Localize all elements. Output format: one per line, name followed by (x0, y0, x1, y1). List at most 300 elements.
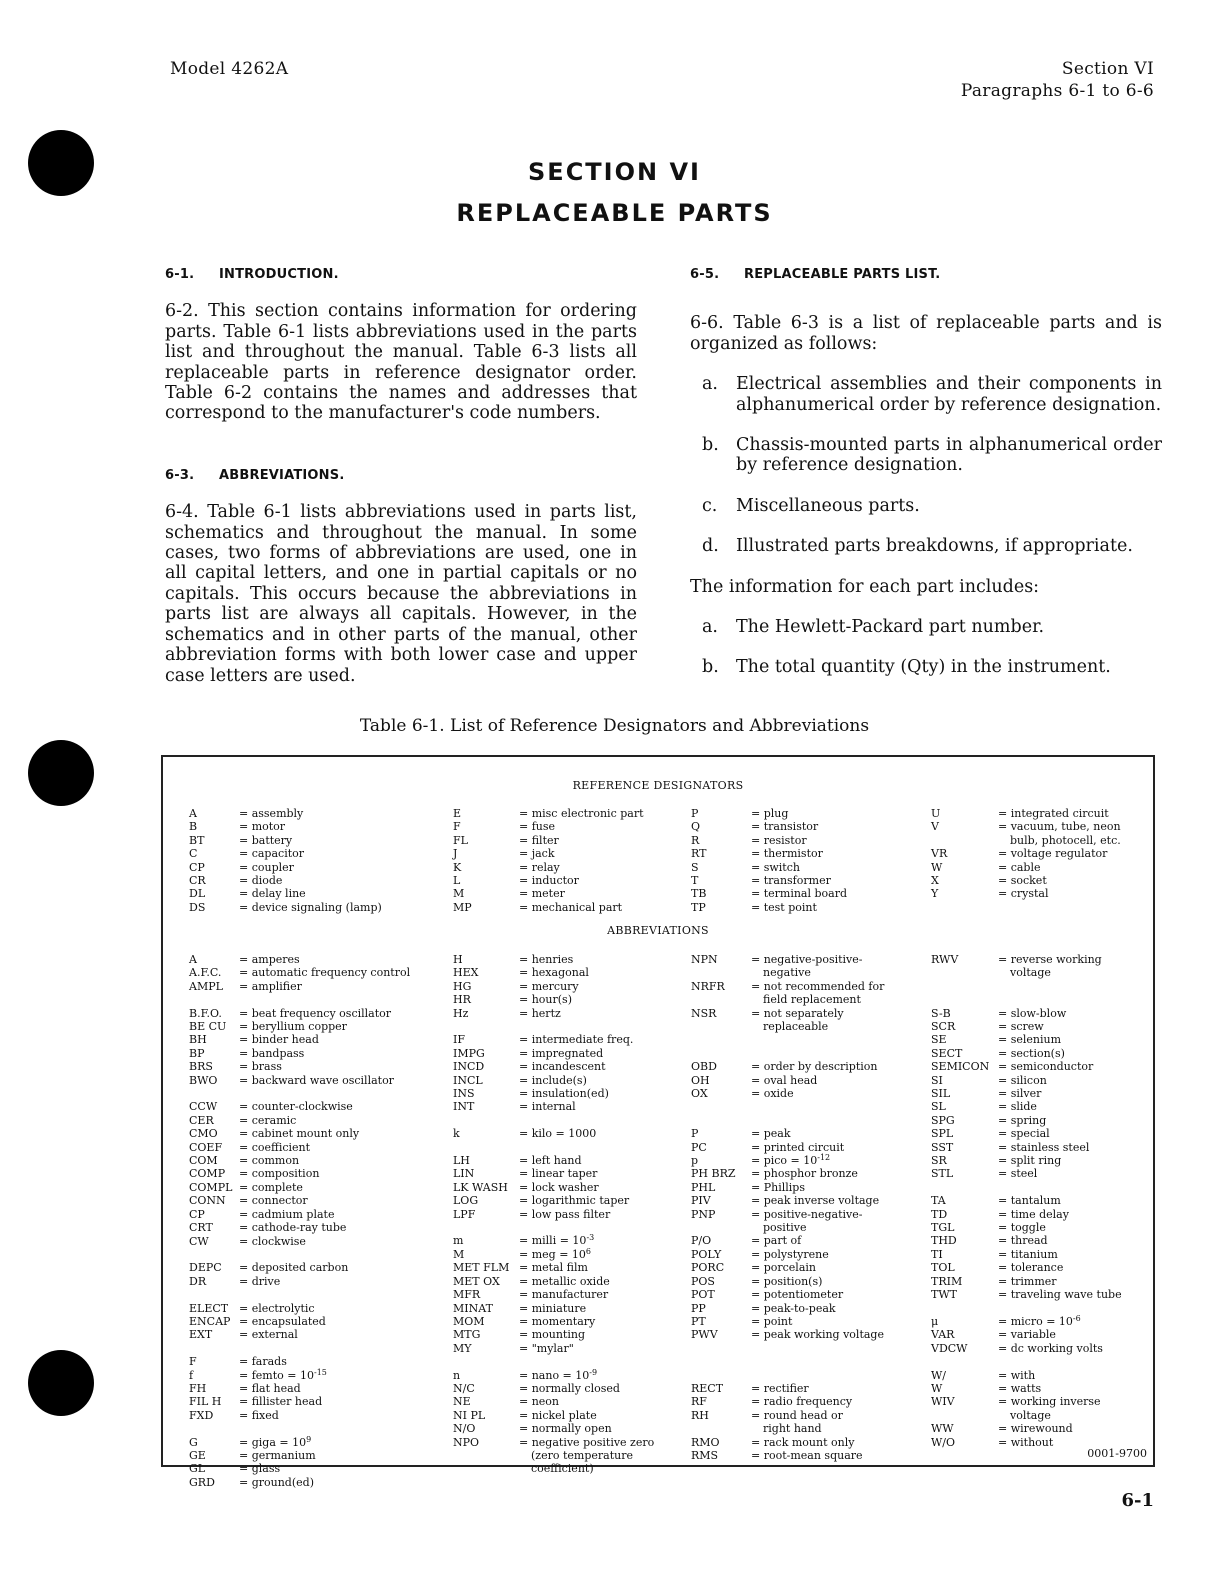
abbreviation-meaning: = connector (239, 1194, 308, 1208)
abbreviation-row (691, 1194, 884, 1207)
abbreviation-row (453, 966, 654, 979)
abbreviation-row (691, 1261, 884, 1274)
designator-meaning: = plug (751, 807, 789, 820)
designator-row (691, 847, 847, 860)
abbreviation-meaning: = binder head (239, 1033, 319, 1047)
abbreviation-row (931, 1422, 1122, 1435)
abbreviation-row (931, 1033, 1122, 1046)
abbreviation-row (189, 1114, 410, 1127)
abbreviation-meaning: = milli = $10^{-3}$ (519, 1233, 595, 1248)
abbreviation-row (189, 953, 410, 966)
abbreviation-row (931, 1100, 1122, 1113)
abbreviation-row (189, 1436, 410, 1449)
abbreviation-meaning: negative (763, 966, 811, 980)
abbreviation-code: VDCW (931, 1341, 968, 1355)
abbreviation-code: NE (453, 1395, 471, 1409)
abbreviation-meaning: = fixed (239, 1408, 279, 1422)
abbreviation-row (931, 1154, 1122, 1167)
abbreviation-meaning: = silver (998, 1087, 1042, 1101)
designator-row (691, 874, 847, 887)
abbreviation-code: FXD (189, 1408, 214, 1422)
abbreviation-row (691, 1302, 884, 1315)
abbreviation-code: MTG (453, 1328, 481, 1342)
abbreviation-code: Hz (453, 1006, 469, 1020)
abbr-number: 6-3. (165, 467, 195, 483)
abbreviation-meaning: = miniature (519, 1301, 587, 1315)
abbreviation-row (189, 1221, 410, 1234)
abbreviation-row (189, 1154, 410, 1167)
info-list (690, 617, 1162, 678)
abbreviation-code: NPN (691, 953, 718, 966)
paragraph-6-4: 6-4. Table 6-1 lists abbreviations used in parts list, schematics and throughout the manual. In some cases, two forms of abbreviations are used, one in all capital letters, and one in partial capitals or no capitals. This occurs because the abbreviations in parts list are always all capitals. However, in the schematics and in other parts of the manual, other abbreviation forms with both lower case and upper case letters are used. (165, 502, 637, 686)
abbreviation-row (931, 1194, 1122, 1207)
abbreviation-row (931, 1328, 1122, 1341)
abbreviation-code: PIV (691, 1194, 711, 1208)
abbreviation-meaning: = internal (519, 1100, 576, 1114)
abbreviation-code: THD (931, 1234, 957, 1248)
abbreviation-meaning: = amperes (239, 953, 300, 966)
abbreviation-row (453, 1087, 654, 1100)
abbreviation-row (453, 1302, 654, 1315)
abbreviation-row (691, 1382, 884, 1395)
designator-meaning: = transformer (751, 874, 831, 888)
abbreviation-column (189, 953, 410, 1489)
designator-row (931, 887, 1121, 900)
abbreviation-meaning: = split ring (998, 1154, 1062, 1168)
abbreviation-code: k (453, 1127, 460, 1141)
designator-code: T (691, 874, 699, 888)
designator-row (189, 861, 382, 874)
abbreviation-code: G (189, 1435, 198, 1449)
abbreviation-code: p (691, 1154, 699, 1168)
designator-code: B (189, 820, 198, 834)
abbreviation-meaning: = without (998, 1435, 1054, 1449)
list-item (690, 435, 1162, 476)
designator-code: Y (931, 887, 939, 901)
list-item-letter: c. (702, 495, 718, 516)
abbreviation-code: RMO (691, 1435, 720, 1449)
abbreviation-meaning: = nano = $10^{-9}$ (519, 1367, 598, 1382)
abbreviation-row (189, 1275, 410, 1288)
abbreviation-meaning: = selenium (998, 1033, 1062, 1047)
abbreviation-code: m (453, 1234, 464, 1248)
abbreviation-code: SEMICON (931, 1060, 990, 1074)
abbreviation-meaning: = position(s) (751, 1274, 823, 1288)
designator-code: M (453, 887, 465, 901)
intro-number: 6-1. (165, 267, 195, 282)
designator-row (453, 807, 644, 820)
designator-code: V (931, 820, 939, 834)
abbreviation-row (453, 1181, 654, 1194)
designator-code: CP (189, 860, 205, 874)
abbreviations-heading (165, 466, 637, 486)
abbreviation-meaning: = section(s) (998, 1046, 1065, 1060)
designator-meaning: = socket (998, 874, 1047, 888)
designator-row (453, 861, 644, 874)
abbreviation-code: n (453, 1368, 461, 1382)
designator-meaning: = test point (751, 900, 817, 914)
abbreviation-row (691, 1409, 884, 1422)
abbreviation-code: PWV (691, 1328, 718, 1342)
abbreviation-meaning: field replacement (763, 993, 861, 1007)
abbreviation-row (453, 1261, 654, 1274)
abbreviation-meaning: = silicon (998, 1073, 1047, 1087)
abbreviation-row (931, 1167, 1122, 1180)
abbreviation-row (691, 1087, 884, 1100)
designator-meaning: = jack (519, 847, 555, 861)
abbreviation-code: STL (931, 1167, 954, 1181)
abbreviation-row (453, 1154, 654, 1167)
abbreviation-meaning: = time delay (998, 1207, 1069, 1221)
abbreviation-row (691, 1395, 884, 1408)
designator-column (691, 807, 847, 914)
designator-meaning: = mechanical part (519, 900, 623, 914)
abbreviation-meaning: = metal film (519, 1261, 588, 1275)
abbreviation-code: μ (931, 1314, 939, 1328)
abbreviation-code: BP (189, 1046, 205, 1060)
abbreviation-row (453, 1422, 654, 1435)
abbreviation-row (691, 1275, 884, 1288)
abbreviation-meaning: = not separately (751, 1006, 844, 1020)
designator-meaning: = cable (998, 860, 1041, 874)
abbreviation-row (691, 993, 884, 1006)
abbreviation-meaning: = Phillips (751, 1180, 805, 1194)
abbreviation-row (189, 1315, 410, 1328)
designator-row (931, 820, 1121, 833)
page-number: 6-1 (1121, 1490, 1154, 1511)
abbreviation-meaning: = farads (239, 1355, 287, 1369)
designator-code: C (189, 847, 198, 861)
abbreviation-row (189, 1100, 410, 1113)
designator-code: K (453, 860, 462, 874)
designator-row (189, 807, 382, 820)
designator-row (691, 861, 847, 874)
abbreviation-code: GRD (189, 1475, 215, 1489)
designator-meaning: = delay line (239, 887, 306, 901)
abbreviation-meaning: = reverse working (998, 953, 1102, 966)
abbreviation-meaning: coefficient) (531, 1462, 594, 1476)
abbreviation-code (931, 966, 998, 979)
abbreviation-row (453, 1194, 654, 1207)
abbreviation-code: NRFR (691, 979, 725, 993)
abbreviation-row (691, 1154, 884, 1167)
abbreviation-code: MET FLM (453, 1261, 510, 1275)
designator-meaning: = meter (519, 887, 565, 901)
abbreviation-meaning: = slide (998, 1100, 1037, 1114)
paragraph-6-2: 6-2. This section contains information for ordering parts. Table 6-1 lists abbreviations used in the parts list and throughout the manual. Table 6-3 lists all replaceable parts in reference designator order. Table 6-2 contains the names and addresses that correspond to the manufacturer's code numbers. (165, 301, 637, 424)
abbreviation-code: TA (931, 1194, 946, 1208)
abbreviation-meaning: = deposited carbon (239, 1261, 349, 1275)
abbreviation-row (931, 1047, 1122, 1060)
designator-code: TB (691, 887, 707, 901)
abbreviation-meaning: = germanium (239, 1448, 316, 1462)
abbreviation-code (453, 1449, 519, 1462)
punch-hole-middle (28, 740, 94, 806)
abbreviation-code (931, 1409, 998, 1422)
abbreviation-meaning: = thread (998, 1234, 1048, 1248)
abbreviation-row (931, 1114, 1122, 1127)
abbreviation-row (453, 1074, 654, 1087)
abbreviation-row (189, 1476, 410, 1489)
list-item-text: The total quantity (Qty) in the instrument. (736, 657, 1111, 678)
abbreviation-row (189, 1208, 410, 1221)
left-column (165, 265, 637, 686)
abbreviation-meaning: = meg = $10^6$ (519, 1246, 591, 1261)
abbreviation-code: RF (691, 1395, 707, 1409)
abbreviation-meaning: = peak (751, 1127, 791, 1141)
abbreviation-row (691, 1422, 884, 1435)
abbreviation-row (453, 1167, 654, 1180)
abbreviation-code: W (931, 1381, 943, 1395)
abbreviation-code: TWT (931, 1288, 957, 1302)
abbreviation-row (931, 1275, 1122, 1288)
abbreviation-meaning: = toggle (998, 1221, 1046, 1235)
abbreviation-row (931, 1020, 1122, 1033)
abbreviation-meaning: = hour(s) (519, 993, 572, 1007)
abbreviation-row (453, 1007, 654, 1020)
abbreviation-meaning: = phosphor bronze (751, 1167, 858, 1181)
abbreviation-meaning: = ceramic (239, 1113, 297, 1127)
abbreviation-row (189, 1060, 410, 1073)
abbreviation-row (691, 1221, 884, 1234)
abbreviation-code (691, 1020, 751, 1033)
abbreviation-meaning: = part of (751, 1234, 802, 1248)
abbreviation-meaning: = negative-positive- (751, 953, 863, 966)
designator-code: DL (189, 887, 206, 901)
abbreviation-code: VAR (931, 1328, 955, 1342)
abbreviation-code: TD (931, 1207, 948, 1221)
designator-column (931, 807, 1121, 901)
designator-row (453, 887, 644, 900)
rpl-number: 6-5. (690, 267, 720, 282)
abbreviation-code: MINAT (453, 1301, 493, 1315)
abbreviation-meaning: = semiconductor (998, 1060, 1094, 1074)
designator-code: F (453, 820, 461, 834)
abbreviation-meaning: = negative positive zero (519, 1435, 655, 1449)
abbreviation-row (189, 1382, 410, 1395)
abbreviation-row (189, 1409, 410, 1422)
designator-code: DS (189, 900, 206, 914)
abbreviation-row (189, 1020, 410, 1033)
section-header (961, 58, 1154, 102)
abbreviation-code: f (189, 1368, 194, 1382)
abbreviations-table (161, 755, 1155, 1489)
abbreviation-row (931, 1127, 1122, 1140)
abbreviation-code: RECT (691, 1381, 724, 1395)
abbreviation-meaning: = ground(ed) (239, 1475, 314, 1489)
abbreviation-code: P/O (691, 1234, 712, 1248)
abbreviation-row (691, 1181, 884, 1194)
abbreviation-meaning: = automatic frequency control (239, 966, 411, 980)
abbreviation-row (691, 953, 884, 966)
abbreviation-code: HR (453, 993, 471, 1007)
abbreviation-meaning: = low pass filter (519, 1207, 611, 1221)
abbreviation-code: SST (931, 1140, 954, 1154)
abbreviation-meaning: = femto = $10^{-15}$ (239, 1367, 327, 1382)
abbreviation-row (453, 1449, 654, 1462)
abbreviation-meaning: = impregnated (519, 1046, 604, 1060)
list-item-text: Miscellaneous parts. (736, 495, 920, 516)
abbreviation-meaning: = titanium (998, 1247, 1058, 1261)
abbreviation-code: WIV (931, 1395, 955, 1409)
abbreviation-code: AMPL (189, 979, 223, 993)
designator-meaning: = device signaling (lamp) (239, 900, 382, 914)
designator-row (453, 874, 644, 887)
abbreviation-code: CONN (189, 1194, 226, 1208)
abbreviation-meaning: positive (763, 1221, 807, 1235)
abbreviation-meaning: = root-mean square (751, 1448, 863, 1462)
abbreviation-meaning: = beryllium copper (239, 1020, 347, 1034)
designator-row (189, 820, 382, 833)
designator-code: CR (189, 874, 206, 888)
abbreviation-row (691, 1060, 884, 1073)
designator-code: E (453, 807, 462, 820)
abbreviation-row (691, 980, 884, 993)
abbreviation-code: DR (189, 1274, 207, 1288)
abbreviation-meaning: voltage (1010, 1408, 1051, 1422)
abbreviation-row (691, 1328, 884, 1341)
designator-row (931, 847, 1121, 860)
list-item-letter: b. (702, 657, 719, 678)
abbreviation-row (189, 966, 410, 979)
abbreviation-meaning: = variable (998, 1328, 1056, 1342)
abbreviation-code: OBD (691, 1060, 717, 1074)
designator-code: BT (189, 833, 205, 847)
designator-meaning: = voltage regulator (998, 847, 1108, 861)
designator-code: MP (453, 900, 472, 914)
abbreviation-code: TGL (931, 1221, 955, 1235)
abbreviation-meaning: = intermediate freq. (519, 1033, 634, 1047)
abbreviation-code: PC (691, 1140, 707, 1154)
abbreviation-row (189, 1074, 410, 1087)
designator-code: RT (691, 847, 707, 861)
designator-meaning: = misc electronic part (519, 807, 644, 820)
abbreviation-meaning: = lock washer (519, 1180, 599, 1194)
abbreviation-row (453, 1047, 654, 1060)
abbreviation-row (189, 1449, 410, 1462)
abbreviation-meaning: = not recommended for (751, 979, 885, 993)
abbreviation-meaning: = order by description (751, 1060, 878, 1074)
abbreviation-code: SIL (931, 1087, 951, 1101)
abbreviation-row (691, 1127, 884, 1140)
abbreviation-code: PORC (691, 1261, 725, 1275)
abbreviation-meaning: = dc working volts (998, 1341, 1103, 1355)
abbreviation-meaning: = bandpass (239, 1046, 305, 1060)
designator-code: P (691, 807, 699, 820)
abbreviation-column (691, 953, 884, 1462)
abbreviation-meaning: = left hand (519, 1154, 582, 1168)
list-item (690, 536, 1162, 556)
intro-heading (165, 265, 637, 285)
abbreviation-code: LH (453, 1154, 470, 1168)
abbreviation-row (691, 1020, 884, 1033)
abbreviation-row (453, 1100, 654, 1113)
abbreviation-meaning: = oval head (751, 1073, 818, 1087)
info-intro: The information for each part includes: (690, 576, 1040, 597)
abbreviation-code: NI PL (453, 1408, 486, 1422)
list-item-text: Chassis-mounted parts in alphanumerical order by reference designation. (736, 435, 1162, 476)
list-item-letter: d. (702, 536, 719, 557)
section-label: Section VI (1061, 59, 1154, 79)
abbreviation-code: FIL H (189, 1395, 222, 1409)
abbreviation-code: HEX (453, 966, 479, 980)
abbreviation-code: COEF (189, 1140, 223, 1154)
designator-code: FL (453, 833, 468, 847)
list-item-letter: b. (702, 435, 719, 456)
abbreviation-meaning: = cathode-ray tube (239, 1221, 347, 1235)
abbreviation-meaning: = slow-blow (998, 1006, 1067, 1020)
abbreviation-code: BH (189, 1033, 207, 1047)
abbreviations-title: ABBREVIATIONS (607, 924, 709, 937)
designator-code: U (931, 807, 941, 820)
abbreviation-row (931, 1087, 1122, 1100)
abbreviation-meaning: = cadmium plate (239, 1207, 335, 1221)
abbreviation-row (453, 1342, 654, 1355)
abbreviation-code: H (453, 953, 463, 966)
abbreviation-code: PH BRZ (691, 1167, 736, 1181)
abbreviation-meaning: = complete (239, 1180, 303, 1194)
intro-title: INTRODUCTION. (219, 267, 339, 282)
designator-row (931, 861, 1121, 874)
abbreviation-meaning: = nickel plate (519, 1408, 597, 1422)
abbreviation-row (931, 1369, 1122, 1382)
abbreviation-meaning: voltage (1010, 966, 1051, 980)
abbreviation-meaning: = kilo = 1000 (519, 1127, 597, 1141)
designator-row (453, 901, 644, 914)
designator-code: S (691, 860, 699, 874)
abbreviation-row (453, 1462, 654, 1475)
abbreviation-row (453, 980, 654, 993)
abbreviation-row (453, 1234, 654, 1247)
abbreviation-meaning: = external (239, 1328, 298, 1342)
abbreviation-code: MET OX (453, 1274, 500, 1288)
abbreviation-row (189, 1127, 410, 1140)
abbreviation-code: TI (931, 1247, 943, 1261)
abbreviation-row (189, 1235, 410, 1248)
abbreviation-code: BWO (189, 1073, 218, 1087)
designator-meaning: = motor (239, 820, 286, 834)
designator-meaning: = capacitor (239, 847, 305, 861)
abbreviation-row (189, 1007, 410, 1020)
abbreviation-code (691, 1422, 751, 1435)
abbreviation-code: SCR (931, 1020, 956, 1033)
abbreviation-row (691, 1248, 884, 1261)
abbreviation-meaning: = tolerance (998, 1261, 1064, 1275)
abbreviation-row (189, 1033, 410, 1046)
abbreviation-code: TRIM (931, 1274, 963, 1288)
abbreviation-code: P (691, 1127, 699, 1141)
abbreviation-row (189, 1355, 410, 1368)
abbreviation-row (931, 1315, 1122, 1328)
abbreviation-code: NSR (691, 1006, 717, 1020)
abbreviation-code: SPL (931, 1127, 954, 1141)
abbreviation-code: A.F.C. (189, 966, 222, 980)
abbreviation-row (453, 1409, 654, 1422)
abbreviation-code (691, 1221, 751, 1234)
designator-meaning: = filter (519, 833, 559, 847)
reference-designators-title: REFERENCE DESIGNATORS (572, 779, 744, 792)
designator-row (189, 887, 382, 900)
abbreviation-code: COMP (189, 1167, 226, 1181)
designator-meaning: = vacuum, tube, neon (998, 820, 1121, 834)
designator-row (931, 807, 1121, 820)
designator-code: TP (691, 900, 706, 914)
abbreviation-code: RMS (691, 1448, 719, 1462)
abbreviation-code: WW (931, 1422, 954, 1436)
abbreviation-row (691, 1436, 884, 1449)
abbreviation-code: OX (691, 1087, 708, 1101)
abbreviation-code: POT (691, 1288, 715, 1302)
